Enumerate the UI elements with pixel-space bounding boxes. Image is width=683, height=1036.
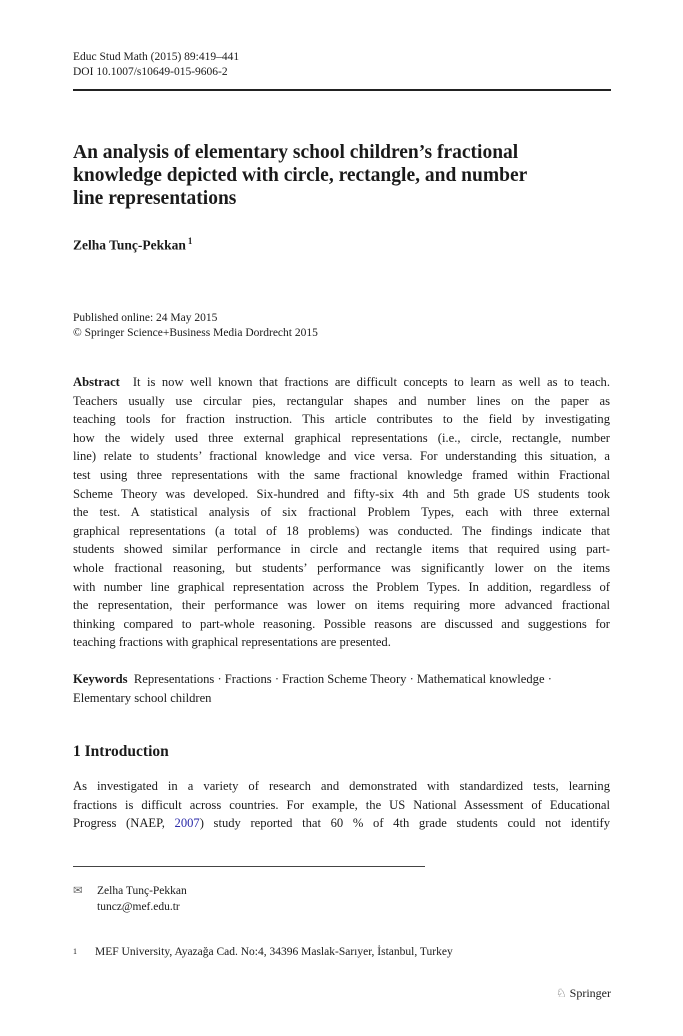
journal-header <box>73 50 610 80</box>
abstract-line: Teachers usually use circular pies, rectangular shapes and number lines on the paper as <box>73 393 610 408</box>
contact-name: Zelha Tunç-Pekkan <box>97 885 187 897</box>
affiliation-footnote <box>73 944 610 960</box>
envelope-icon: ✉ <box>73 885 83 897</box>
title-line: An analysis of elementary school children’s fractional <box>73 142 519 163</box>
abstract-line: the test. A statistical analysis of six fractional Problem Types, each with three external <box>73 505 610 520</box>
abstract <box>73 373 610 652</box>
abstract-line: whole fractional reasoning, but students’ performance was significantly lower on the items <box>73 560 610 575</box>
abstract-line: the representation, their performance was lower on items requiring more advanced fractional <box>73 598 610 613</box>
abstract-line: thinking compared to part-whole reasoning. Possible reasons are discussed and suggestions for <box>73 616 610 631</box>
paragraph-text: ) study reported that 60 % of 4th grade students could not identify <box>199 816 610 831</box>
footnote-rule <box>73 866 425 867</box>
abstract-line: Scheme Theory was developed. Six-hundred and fifty-six 4th and 5th grade US students took <box>73 486 610 501</box>
affiliation-text: MEF University, Ayazağa Cad. No:4, 34396 Maslak-Sarıyer, İstanbul, Turkey <box>95 946 453 958</box>
abstract-label: Abstract <box>73 375 120 389</box>
keywords-list: Representations · Fractions · Fraction Scheme Theory · Mathematical knowledge · <box>133 672 552 686</box>
abstract-line: teaching fractions with graphical representations are presented. <box>73 635 391 650</box>
copyright: © Springer Science+Business Media Dordrecht 2015 <box>73 327 318 339</box>
contact-email[interactable]: tuncz@mef.edu.tr <box>97 901 180 913</box>
author <box>73 236 610 254</box>
abstract-line: how the widely used three external graphical representations (i.e., circle, rectangle, number <box>73 430 610 445</box>
keywords-label: Keywords <box>73 672 128 686</box>
paragraph-line: fractions is difficult across countries. For example, the US National Assessment of Educational <box>73 797 610 812</box>
abstract-line <box>73 373 610 392</box>
abstract-line: test using three representations with the same fractional knowledge framed within Fractional <box>73 467 610 482</box>
abstract-line: line) relate to students’ fractional knowledge and vice versa. For understanding this situation, a <box>73 449 610 464</box>
section-heading-introduction: 1 Introduction <box>73 743 169 760</box>
title-line: knowledge depicted with circle, rectangle, and number <box>73 165 528 186</box>
paper-title <box>73 141 610 210</box>
paragraph-text: Progress (NAEP, <box>73 816 175 831</box>
published-date: Published online: 24 May 2015 <box>73 312 218 324</box>
publication-info <box>73 311 610 341</box>
abstract-line: with number line graphical representation across the Problem Types. In addition, regardless of <box>73 579 610 594</box>
doi: DOI 10.1007/s10649-015-9606-2 <box>73 66 228 78</box>
paragraph-line: As investigated in a variety of research and demonstrated with standardized tests, learning <box>73 779 610 793</box>
contact-footnote <box>73 883 610 915</box>
springer-horse-icon: ♘ <box>555 986 567 1000</box>
title-line: line representations <box>73 188 237 209</box>
citation-link[interactable]: 2007 <box>174 816 200 831</box>
springer-logo <box>556 986 611 1001</box>
keywords-list: Elementary school children <box>73 690 212 705</box>
author-name: Zelha Tunç-Pekkan <box>73 237 186 253</box>
header-rule <box>73 89 611 91</box>
publisher-name: Springer <box>569 986 611 1000</box>
affiliation-mark: 1 <box>187 236 193 246</box>
abstract-text: It is now well known that fractions are difficult concepts to learn as well as to teach. <box>132 375 610 389</box>
abstract-line: students showed similar performance in circle and rectangle items that required using part- <box>73 542 610 557</box>
journal-citation: Educ Stud Math (2015) 89:419–441 <box>73 51 240 63</box>
introduction-paragraph <box>73 777 610 833</box>
affiliation-mark: 1 <box>73 947 77 956</box>
abstract-line: graphical representations (a total of 18 problems) was conducted. The findings indicate that <box>73 523 610 538</box>
abstract-line: teaching tools for fraction instruction. This article contributes to the field by investigating <box>73 412 610 427</box>
keywords <box>73 670 610 707</box>
